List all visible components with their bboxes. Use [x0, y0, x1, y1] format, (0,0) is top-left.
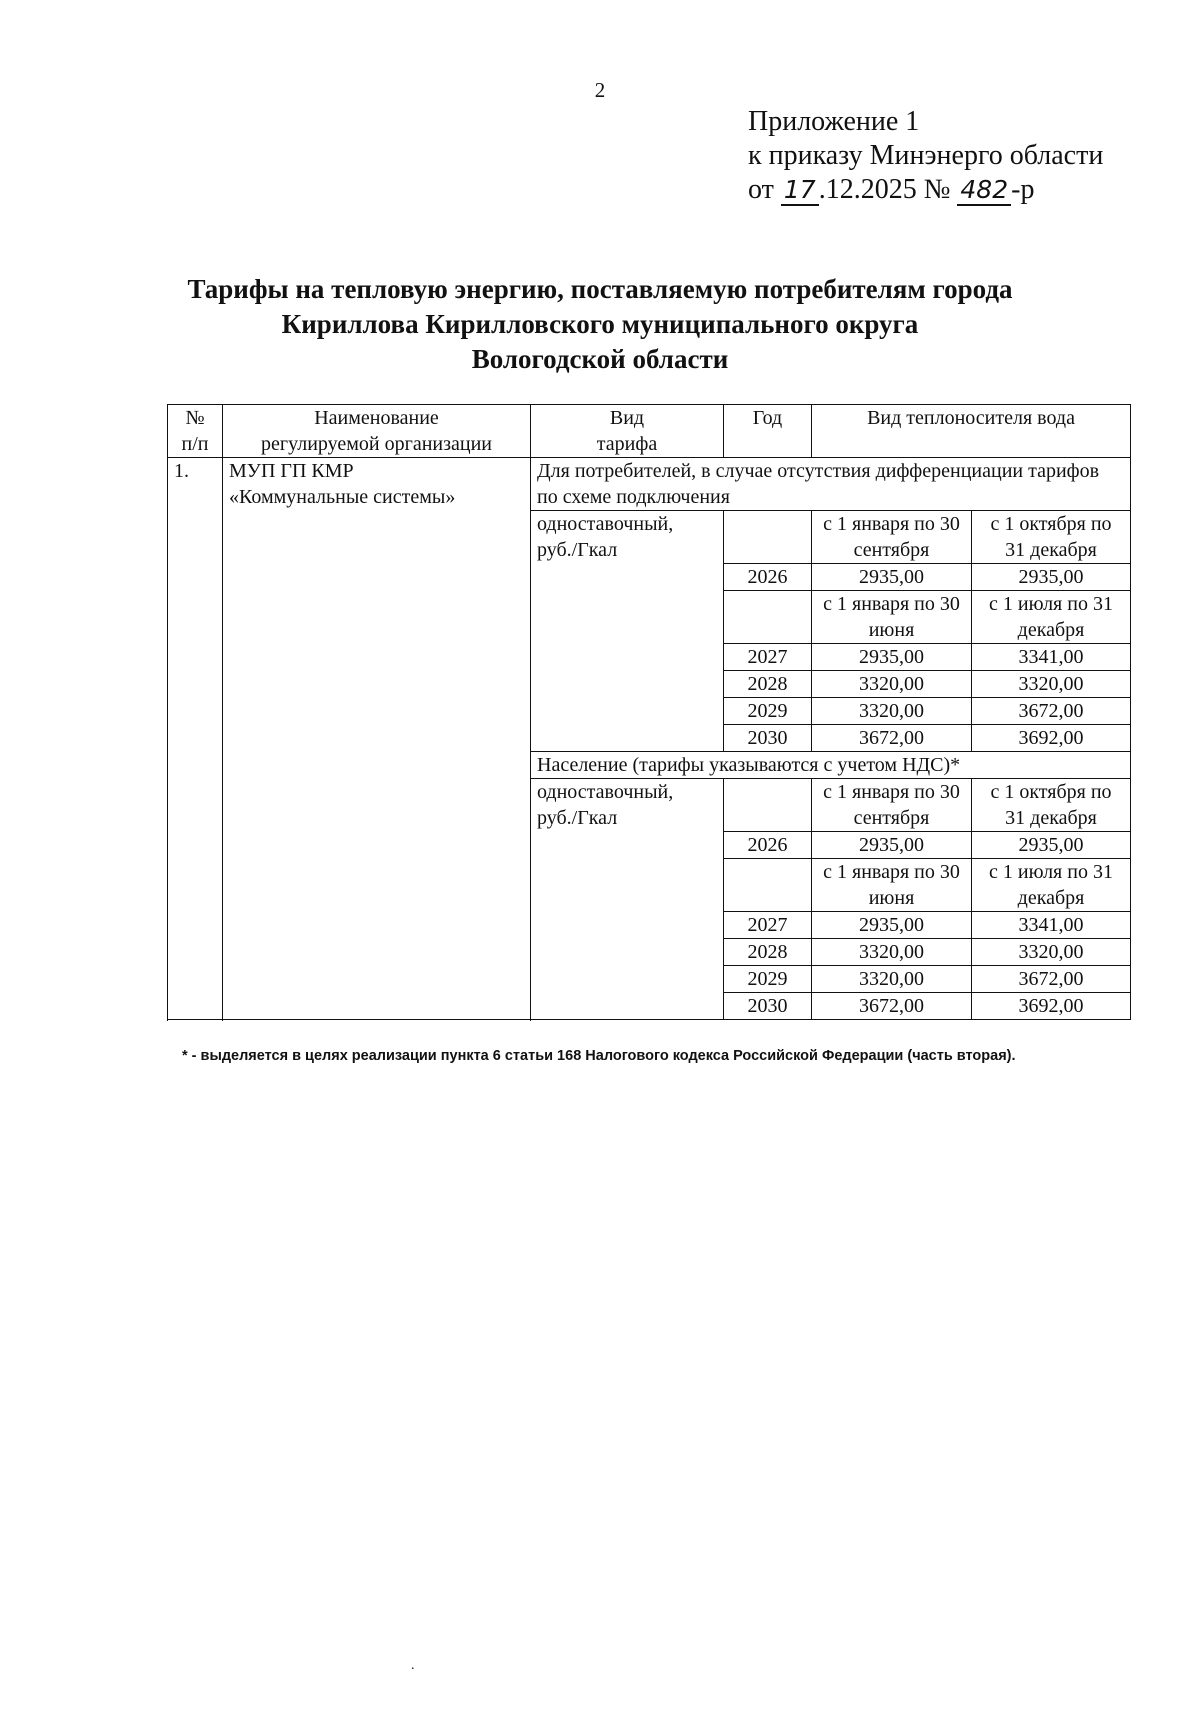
year-empty [724, 591, 812, 644]
document-title [150, 272, 1050, 377]
value-cell: 2935,00 [972, 564, 1131, 591]
year-cell: 2026 [724, 564, 812, 591]
value-cell: 3692,00 [972, 725, 1131, 752]
year-empty [724, 511, 812, 564]
value-cell: 3320,00 [972, 671, 1131, 698]
year-empty [724, 859, 812, 912]
value-cell: 3672,00 [812, 725, 972, 752]
title-line2: Кириллова Кирилловского муниципального округа [281, 309, 919, 339]
value-cell: 3672,00 [972, 698, 1131, 725]
stray-mark: . [411, 1658, 415, 1673]
period-header: с 1 октября по 31 декабря [972, 511, 1131, 564]
year-cell: 2028 [724, 939, 812, 966]
title-line3: Вологодской области [471, 344, 729, 374]
year-cell: 2029 [724, 966, 812, 993]
year-empty [724, 779, 812, 832]
handwritten-day: 17 [781, 176, 819, 206]
value-cell: 3320,00 [812, 671, 972, 698]
appendix-date-rest: .12.2025 № [818, 174, 951, 205]
period-header: с 1 января по 30 июня [812, 591, 972, 644]
period-header: с 1 июля по 31 декабря [972, 859, 1131, 912]
header-year: Год [724, 405, 812, 458]
value-cell: 3672,00 [812, 993, 972, 1020]
header-organization: Наименование регулируемой организации [223, 405, 531, 458]
year-cell: 2028 [724, 671, 812, 698]
year-cell: 2030 [724, 725, 812, 752]
value-cell: 2935,00 [812, 832, 972, 859]
value-cell: 3341,00 [972, 912, 1131, 939]
row-number: 1. [168, 458, 223, 1020]
header-tariff-type: Вид тарифа [531, 405, 724, 458]
value-cell: 3341,00 [972, 644, 1131, 671]
period-header: с 1 января по 30 сентября [812, 779, 972, 832]
value-cell: 3320,00 [812, 939, 972, 966]
value-cell: 3320,00 [972, 939, 1131, 966]
appendix-suffix: -р [1011, 174, 1035, 205]
appendix-date-prefix: от [748, 174, 774, 205]
period-header: с 1 января по 30 июня [812, 859, 972, 912]
section-label: Для потребителей, в случае отсутствия дифференциации тарифов по схеме подключения [531, 458, 1131, 511]
page-number: 2 [594, 78, 606, 102]
year-cell: 2027 [724, 912, 812, 939]
value-cell: 2935,00 [812, 564, 972, 591]
section-label: Население (тарифы указываются с учетом НДС)* [531, 752, 1131, 779]
handwritten-order-number: 482 [957, 176, 1011, 206]
table-header-row [168, 405, 1131, 458]
tariff-type: одноставочный, руб./Гкал [531, 779, 724, 1020]
value-cell: 3320,00 [812, 966, 972, 993]
period-header: с 1 января по 30 сентября [812, 511, 972, 564]
value-cell: 2935,00 [812, 912, 972, 939]
value-cell: 3672,00 [972, 966, 1131, 993]
appendix-line2: к приказу Минэнерго области [748, 140, 1104, 171]
period-header: с 1 октября по 31 декабря [972, 779, 1131, 832]
tariff-type: одноставочный, руб./Гкал [531, 511, 724, 752]
header-carrier: Вид теплоносителя вода [812, 405, 1131, 458]
footnote: * - выделяется в целях реализации пункта 6 статьи 168 Налогового кодекса Российской Федерации (часть вторая). [182, 1048, 1016, 1064]
tariff-table [167, 404, 1131, 1020]
period-header: с 1 июля по 31 декабря [972, 591, 1131, 644]
value-cell: 2935,00 [972, 832, 1131, 859]
organization-name: МУП ГП КМР «Коммунальные системы» [223, 458, 531, 1020]
header-number: № п/п [168, 405, 223, 458]
appendix-line1: Приложение 1 [748, 106, 920, 137]
title-line1: Тарифы на тепловую энергию, поставляемую потребителям города [187, 274, 1013, 304]
appendix-date-line [748, 173, 1103, 207]
year-cell: 2030 [724, 993, 812, 1020]
year-cell: 2027 [724, 644, 812, 671]
value-cell: 3692,00 [972, 993, 1131, 1020]
appendix-block [748, 105, 1103, 207]
year-cell: 2026 [724, 832, 812, 859]
year-cell: 2029 [724, 698, 812, 725]
value-cell: 3320,00 [812, 698, 972, 725]
value-cell: 2935,00 [812, 644, 972, 671]
